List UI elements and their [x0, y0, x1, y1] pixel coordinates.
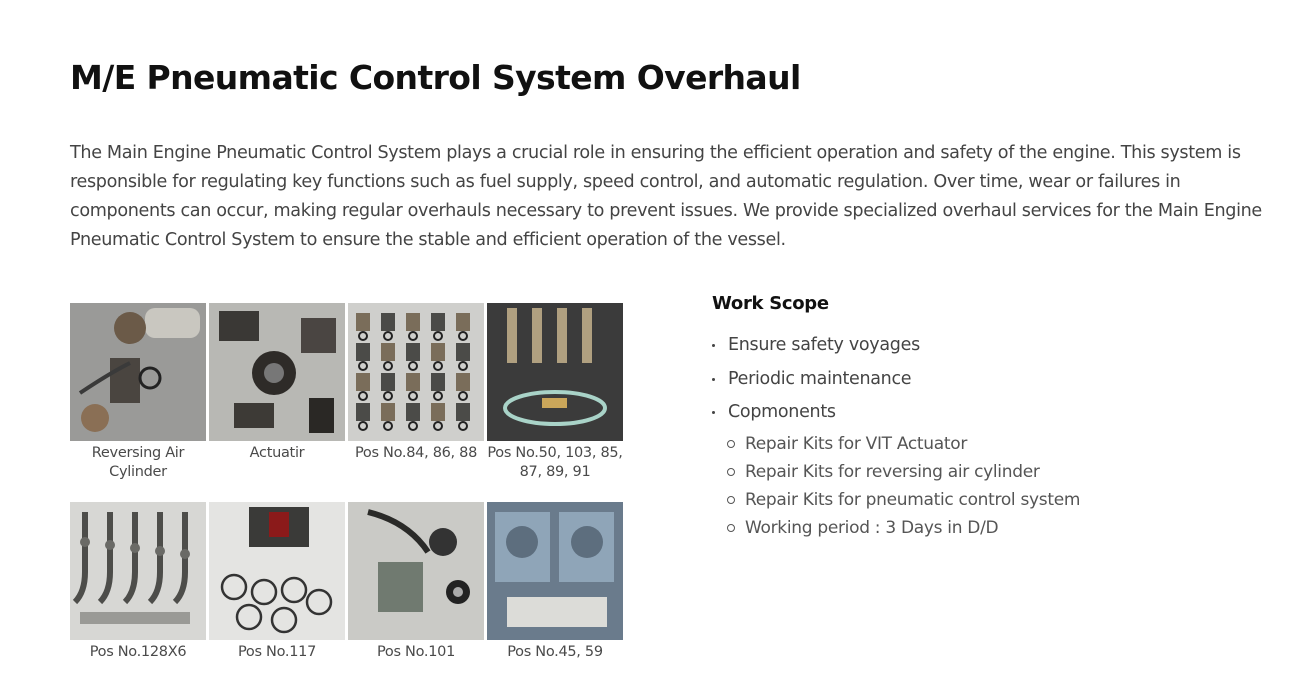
photo-image — [487, 502, 623, 640]
pos-50-103-photo — [487, 303, 623, 441]
photo-caption: Pos No.50, 103, 85, 87, 89, 91 — [487, 445, 623, 480]
pos-128x6-photo — [70, 502, 206, 640]
photo-image — [70, 303, 206, 441]
photo-caption: Pos No.128X6 — [89, 644, 187, 660]
component-item — [725, 486, 1272, 514]
component-item-label: Repair Kits for reversing air cylinder — [745, 461, 1040, 482]
actuator-photo — [209, 303, 345, 441]
photo-card — [70, 303, 206, 482]
photo-card — [209, 502, 345, 662]
photo-card — [487, 502, 623, 662]
photo-card — [348, 502, 484, 662]
photo-card — [70, 502, 206, 662]
photo-card — [487, 303, 623, 482]
gallery-row-1 — [70, 303, 624, 482]
photo-image — [209, 502, 345, 640]
gallery-row-2 — [70, 502, 624, 662]
photo-image — [348, 502, 484, 640]
component-item-label: Working period : 3 Days in D/D — [745, 517, 999, 538]
bullet-circle-icon — [727, 496, 735, 504]
photo-image — [487, 303, 623, 441]
work-scope-list — [712, 329, 1272, 430]
work-scope-section — [712, 293, 1272, 542]
bullet-dot-icon — [712, 411, 715, 414]
pos-84-86-88-photo — [348, 303, 484, 441]
photo-caption: Pos No.117 — [237, 644, 316, 660]
bullet-circle-icon — [727, 524, 735, 532]
photo-image — [348, 303, 484, 441]
bullet-circle-icon — [727, 468, 735, 476]
component-item — [725, 514, 1272, 542]
pos-117-photo — [209, 502, 345, 640]
reversing-air-cylinder-photo — [70, 303, 206, 441]
component-item-label: Repair Kits for VIT Actuator — [745, 433, 968, 454]
pos-45-59-photo — [487, 502, 623, 640]
components-list — [725, 430, 1272, 542]
work-scope-item-label: Periodic maintenance — [728, 368, 912, 389]
photo-image — [70, 502, 206, 640]
photo-card — [348, 303, 484, 482]
work-scope-heading: Work Scope — [712, 293, 829, 314]
page-title: M/E Pneumatic Control System Overhaul — [70, 58, 801, 97]
work-scope-item-label: Copmonents — [728, 402, 836, 422]
photo-caption: Actuatir — [249, 445, 305, 461]
bullet-circle-icon — [727, 440, 735, 448]
bullet-dot-icon — [712, 378, 715, 381]
photo-caption: Reversing Air Cylinder — [91, 445, 185, 480]
component-item — [725, 430, 1272, 458]
work-scope-item — [712, 329, 1272, 363]
work-scope-item-label: Ensure safety voyages — [728, 335, 920, 355]
pos-101-photo — [348, 502, 484, 640]
component-item — [725, 458, 1272, 486]
photo-gallery — [70, 303, 624, 662]
photo-caption: Pos No.101 — [376, 644, 455, 660]
photo-caption: Pos No.84, 86, 88 — [354, 445, 478, 461]
photo-caption: Pos No.45, 59 — [507, 644, 603, 660]
photo-image — [209, 303, 345, 441]
work-scope-item — [712, 363, 1272, 397]
photo-card — [209, 303, 345, 482]
component-item-label: Repair Kits for pneumatic control system — [745, 489, 1081, 510]
intro-paragraph: The Main Engine Pneumatic Control System plays a crucial role in ensuring the efficient operation and safety of the engine. This system is responsible for regulating key functions such as fuel supply, speed control, and automatic regulation. Over time, wear or failures in components can occur, making regular overhauls necessary to prevent issues. We provide specialized overhaul services for the Main Engine Pneumatic Control System to ensure the stable and efficient operation of the vessel. — [70, 143, 1262, 250]
bullet-dot-icon — [712, 344, 715, 347]
work-scope-item — [712, 396, 1272, 430]
